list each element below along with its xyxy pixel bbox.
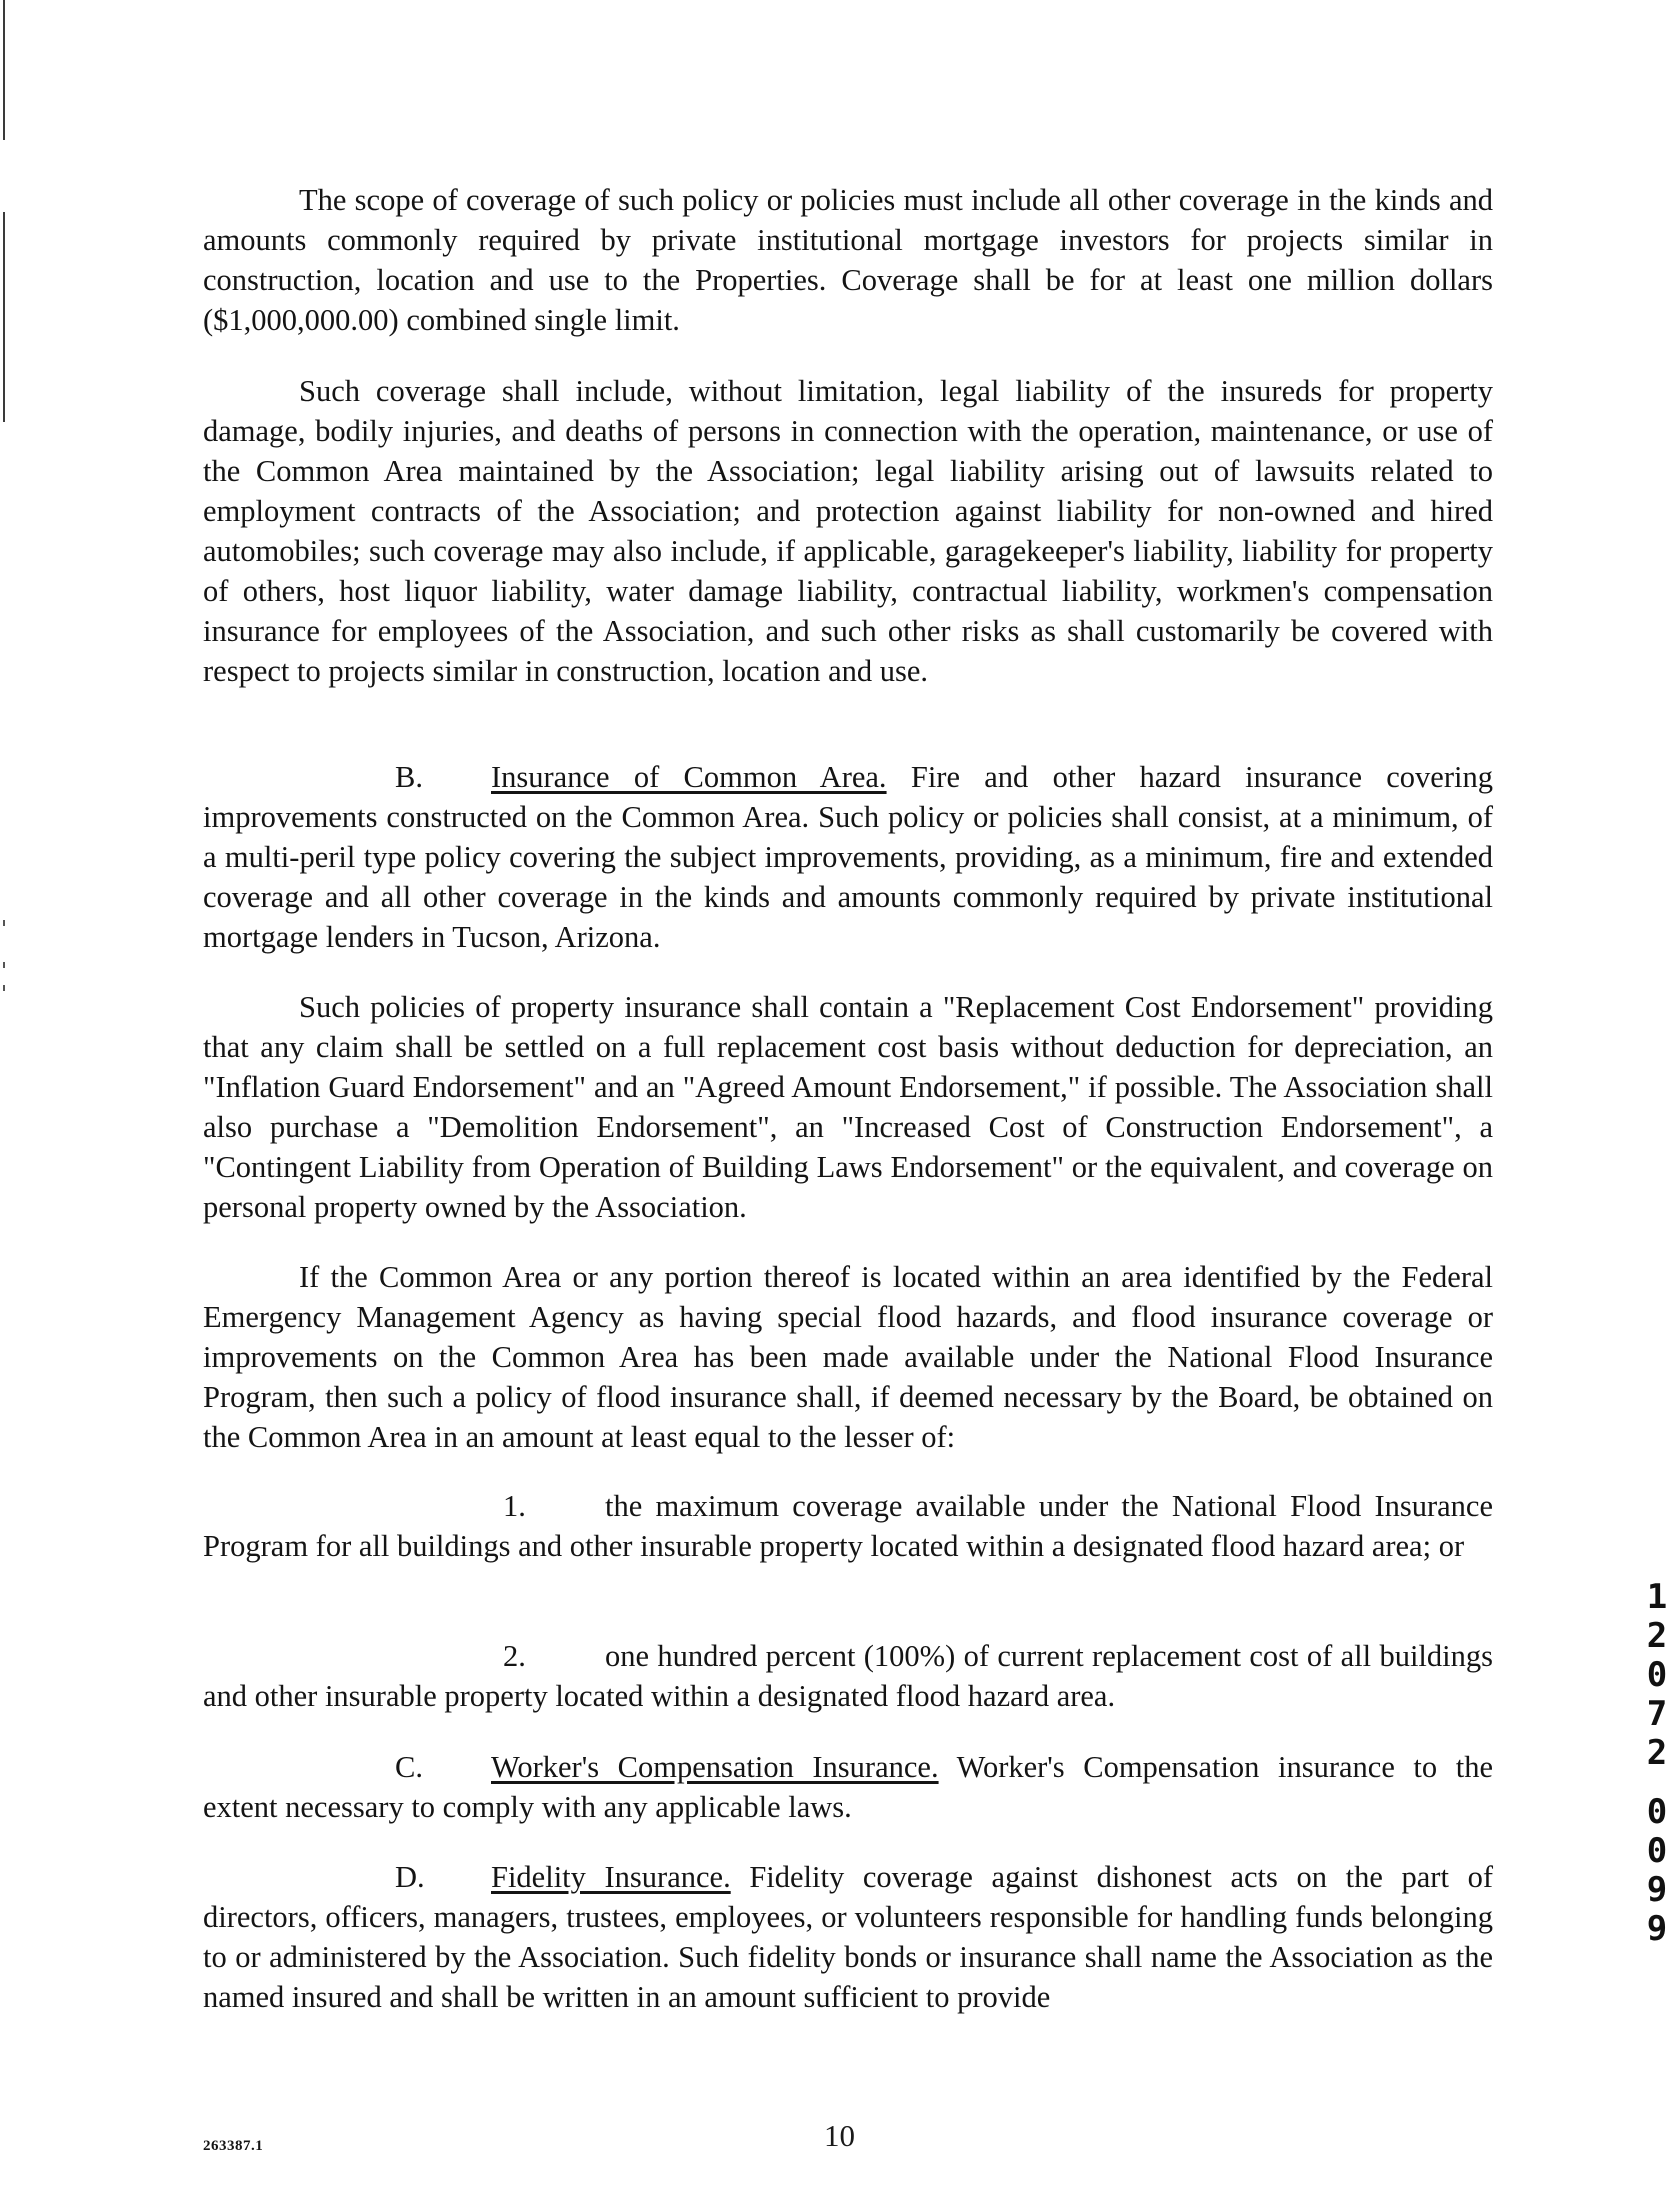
section-d-label: D. xyxy=(395,1860,425,1894)
section-c-body: Worker's Compensation insurance to the extent necessary to comply with any applicable laws. xyxy=(203,1750,1493,1824)
page-number: 10 xyxy=(824,2118,855,2153)
scan-edge-line xyxy=(3,212,5,422)
stamp-digit: 0 xyxy=(1646,1831,1668,1871)
list-item-text: the maximum coverage available under the National Flood Insurance Program for all buildings and other insurable property located within a designated flood hazard area; or xyxy=(203,1489,1493,1563)
footer-document-id: 263387.1 xyxy=(203,2138,264,2154)
paragraph-property-endorsements xyxy=(203,987,1493,1227)
stamp-digit: 0 xyxy=(1646,1792,1668,1832)
stamp-digit: 7 xyxy=(1646,1694,1668,1734)
stamp-digit: 9 xyxy=(1646,1870,1668,1910)
section-b-body: Fire and other hazard insurance covering improvements constructed on the Common Area. Such policy or policies shall consist, at a minimum, of a multi-peril type policy covering the subject improvements, providing, as a minimum, fire and extended coverage and all other coverage in the kinds and amounts commonly required by private institutional mortgage lenders in Tucson, Arizona. xyxy=(203,760,1493,954)
scan-edge-line xyxy=(3,0,5,140)
paragraph-coverage-scope xyxy=(203,180,1493,340)
section-d-paragraph xyxy=(203,1857,1493,2017)
section-c-title: Worker's Compensation Insurance. xyxy=(491,1750,939,1784)
stamp-digit: 2 xyxy=(1646,1616,1668,1656)
list-item-paragraph xyxy=(203,1636,1493,1716)
list-item-paragraph xyxy=(203,1486,1493,1566)
paragraph-text: Such policies of property insurance shall contain a "Replacement Cost Endorsement" providing that any claim shall be settled on a full replacement cost basis without deduction for depreciation, an "Inflation Guard Endorsement" and an "Agreed Amount Endorsement," if possible. The Association shall also purchase a "Demolition Endorsement", an "Increased Cost of Construction Endorsement", a "Contingent Liability from Operation of Building Laws Endorsement" or the equivalent, and coverage on personal property owned by the Association. xyxy=(203,990,1493,1224)
section-b-paragraph xyxy=(203,757,1493,957)
stamp-digit: 0 xyxy=(1646,1655,1668,1695)
recording-stamp xyxy=(1640,1578,1674,1949)
list-item-number: 1. xyxy=(503,1489,526,1523)
section-d-fidelity-insurance xyxy=(203,1857,1493,2017)
paragraph-text: Such coverage shall include, without limitation, legal liability of the insureds for property damage, bodily injuries, and deaths of persons in connection with the operation, maintenance, or use of the Common Area maintained by the Association; legal liability arising out of lawsuits related to employment contracts of the Association; and protection against liability for non-owned and hired automobiles; such coverage may also include, if applicable, garagekeeper's liability, liability for property of others, host liquor liability, water damage liability, contractual liability, workmen's compensation insurance for employees of the Association, and such other risks as shall customarily be covered with respect to projects similar in construction, location and use. xyxy=(203,374,1493,688)
scan-edge-dot xyxy=(3,962,5,968)
list-item-number: 2. xyxy=(503,1639,526,1673)
paragraph-flood-insurance xyxy=(203,1257,1493,1457)
section-d-body: Fidelity coverage against dishonest acts on the part of directors, officers, managers, trustees, employees, or volunteers responsible for handling funds belonging to or administered by the Association. Such fidelity bonds or insurance shall name the Association as the named insured and shall be written in an amount sufficient to provide xyxy=(203,1860,1493,2014)
stamp-digit: 2 xyxy=(1646,1733,1668,1773)
section-c-label: C. xyxy=(395,1750,423,1784)
paragraph-text: The scope of coverage of such policy or policies must include all other coverage in the kinds and amounts commonly required by private institutional mortgage investors for projects similar in construction, location and use to the Properties. Coverage shall be for at least one million dollars ($1,000,000.00) combined single limit. xyxy=(203,183,1493,337)
paragraph-text: If the Common Area or any portion thereof is located within an area identified by the Federal Emergency Management Agency as having special flood hazards, and flood insurance coverage or improvements on the Common Area has been made available under the National Flood Insurance Program, then such a policy of flood insurance shall, if deemed necessary by the Board, be obtained on the Common Area in an amount at least equal to the lesser of: xyxy=(203,1260,1493,1454)
list-item-1 xyxy=(203,1486,1493,1566)
scan-edge-dot xyxy=(3,920,5,926)
section-c-workers-compensation xyxy=(203,1747,1493,1827)
section-c-paragraph xyxy=(203,1747,1493,1827)
section-d-title: Fidelity Insurance. xyxy=(491,1860,731,1894)
list-item-2 xyxy=(203,1636,1493,1716)
section-b-label: B. xyxy=(395,760,423,794)
section-b-title: Insurance of Common Area. xyxy=(491,760,887,794)
section-b-common-area-insurance xyxy=(203,757,1493,957)
scan-edge-dot xyxy=(3,985,5,991)
list-item-text: one hundred percent (100%) of current replacement cost of all buildings and other insurable property located within a designated flood hazard area. xyxy=(203,1639,1493,1713)
stamp-digit: 9 xyxy=(1646,1909,1668,1949)
stamp-digit: 1 xyxy=(1646,1577,1668,1617)
paragraph-coverage-details xyxy=(203,371,1493,691)
